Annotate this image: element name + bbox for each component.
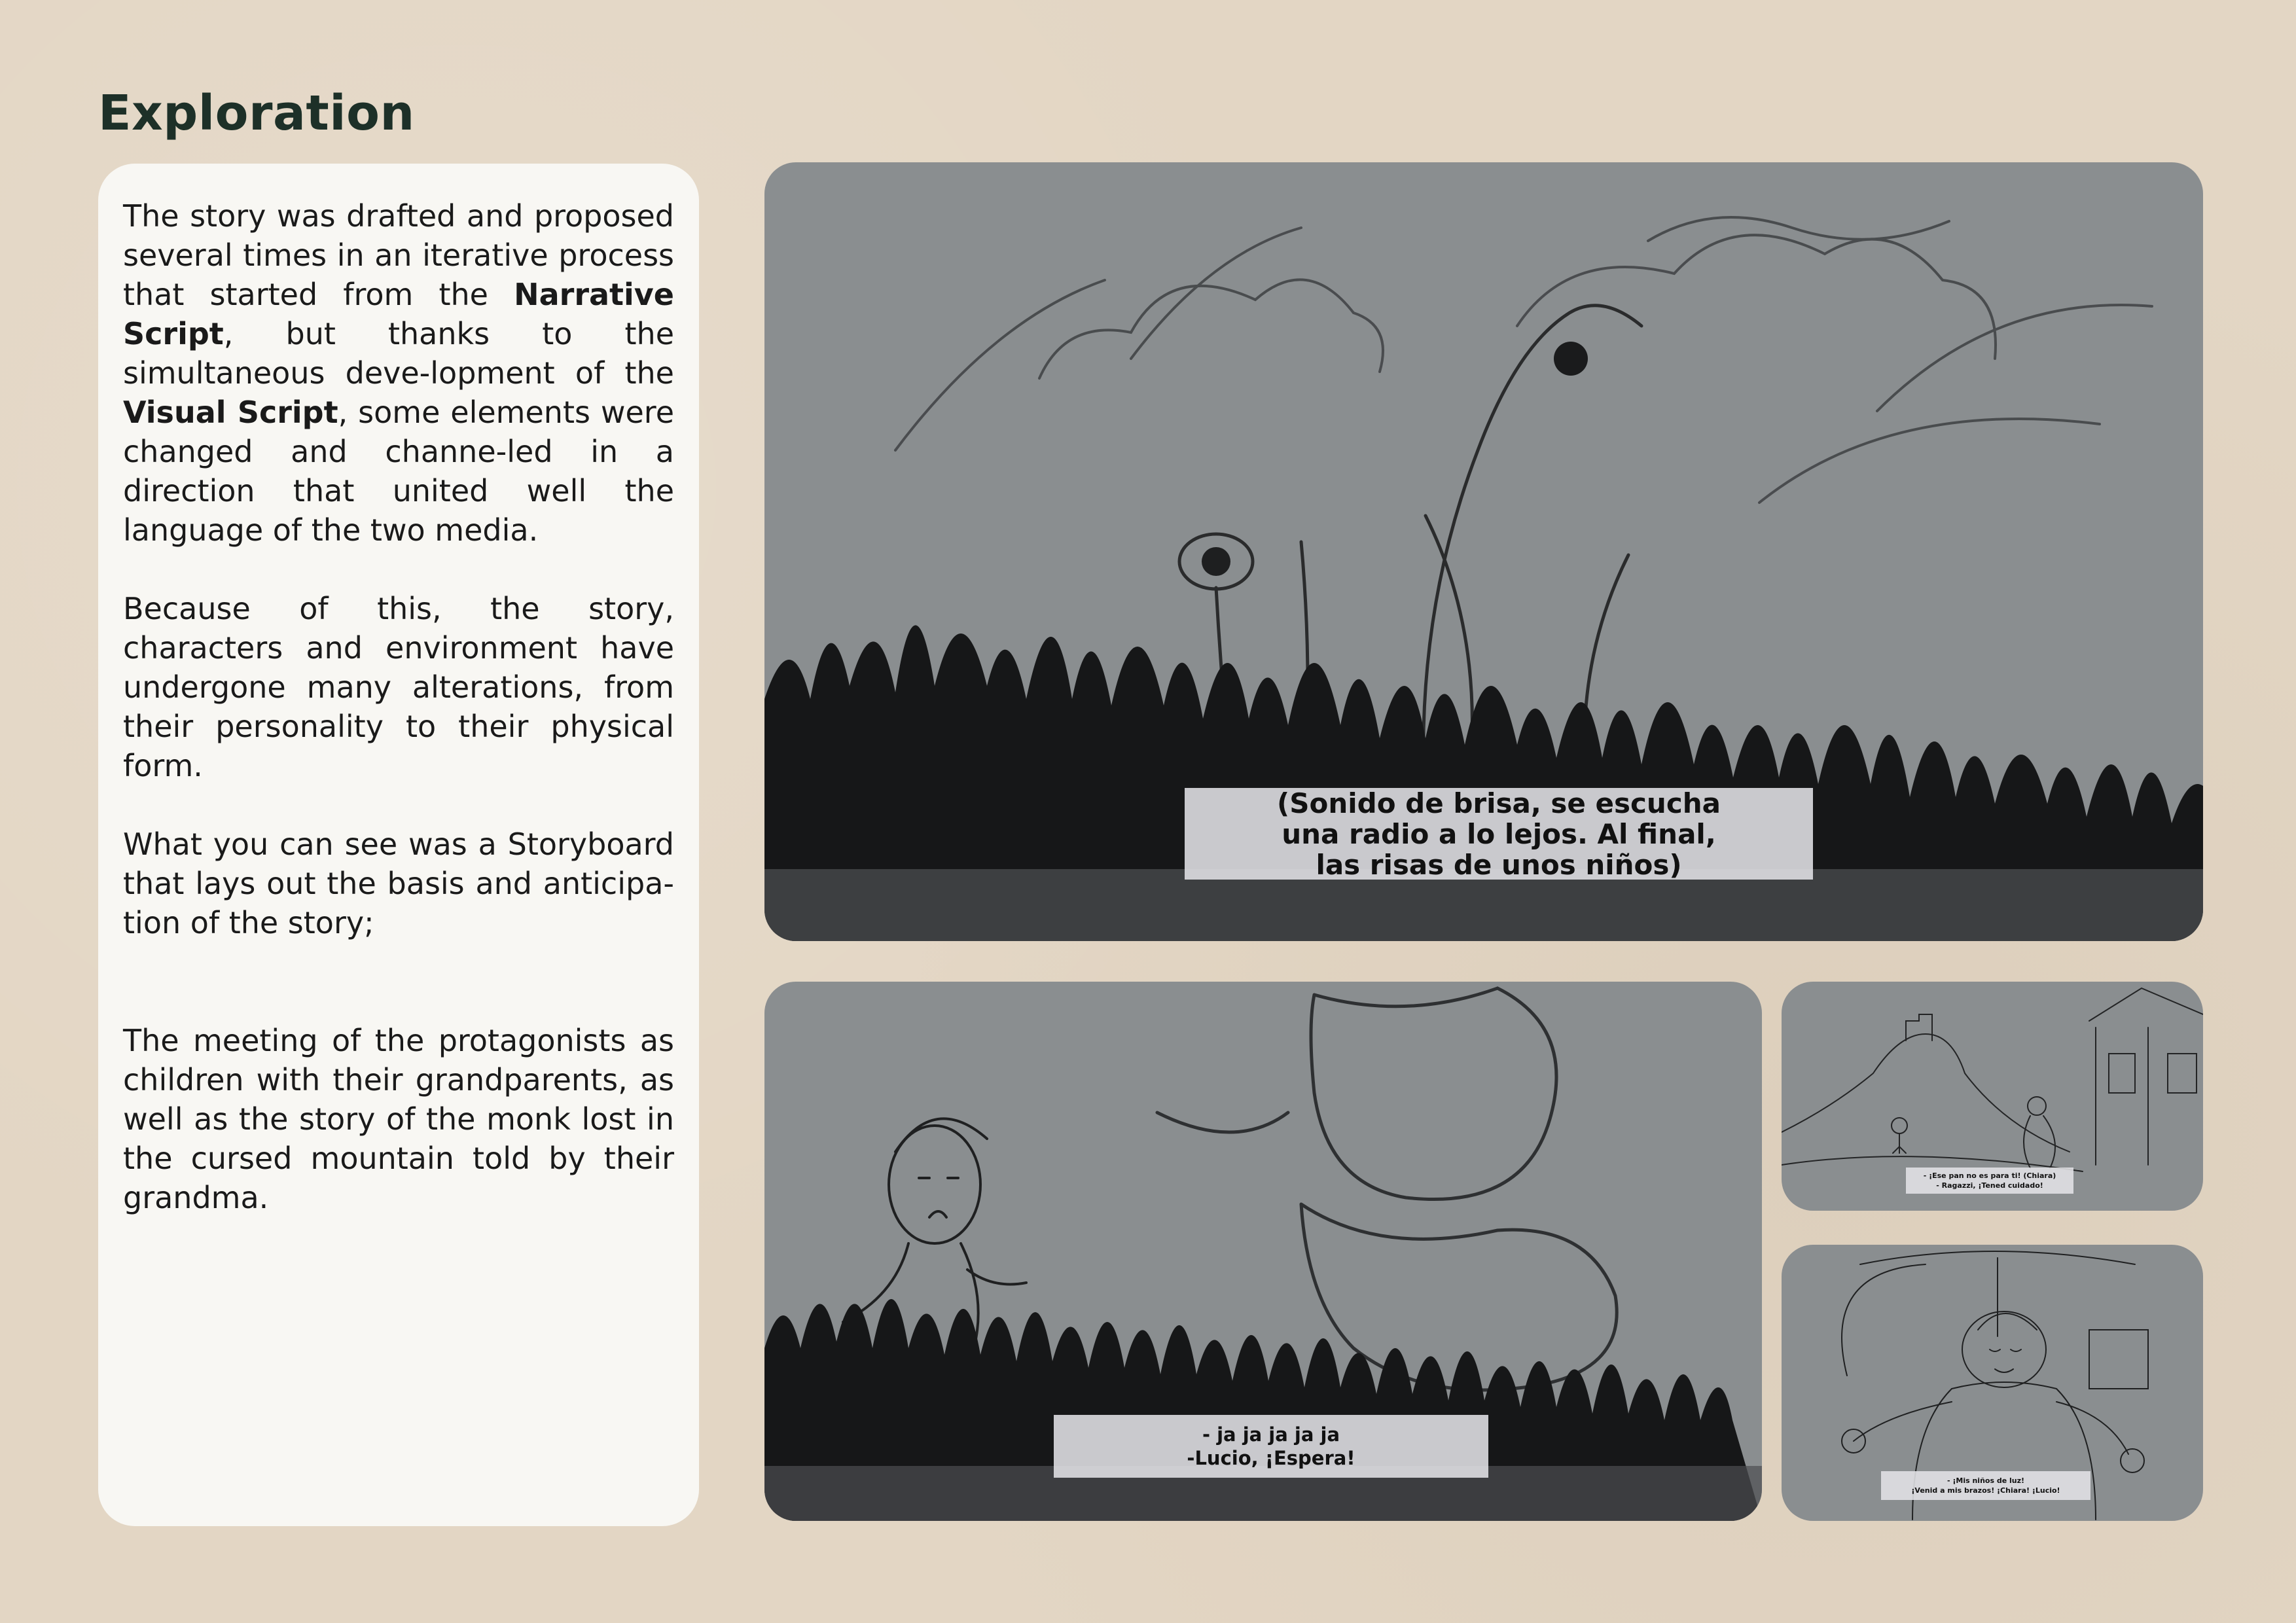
frame-2-caption (1054, 1415, 1488, 1478)
paragraph-alterations: Because of this, the story, characters and environment have undergone many alterations, from their personality to their physical form. (123, 591, 674, 783)
paragraph-text: , but thanks to the simultaneous deve-lopment of the (123, 316, 674, 391)
caption-line: las risas de unos niños) (1316, 848, 1682, 881)
frame-4-caption (1881, 1471, 2090, 1500)
paragraph-storyboard: What you can see was a Storyboard that lays out the basis and anticipa-tion of the story; (123, 827, 674, 940)
paragraph-text: , some elements were changed and channe-led in a direction that united well the language of the two media. (123, 395, 675, 548)
description-panel (98, 164, 699, 1526)
caption-line: -Lucio, ¡Espera! (1187, 1447, 1355, 1469)
paragraph-narrative (123, 196, 674, 550)
storyboard-frame-running-girl (764, 982, 1762, 1521)
caption-line: ¡Venid a mis brazos! ¡Chiara! ¡Lucio! (1911, 1486, 2060, 1495)
caption-line: - ¡Ese pan no es para ti! (Chiara) (1923, 1171, 2056, 1180)
paragraph-protagonists: The meeting of the protagonists as children with their grandparents, as well as the story of the monk lost in the cursed mountain told by their grandma. (123, 1023, 674, 1215)
narrative-script-term: Narrative Script (123, 277, 674, 351)
storyboard-frame-hill-house (1782, 982, 2203, 1211)
storyboard-frame-grass-field (764, 162, 2203, 941)
frame-3-caption (1906, 1168, 2073, 1194)
visual-script-term: Visual Script (123, 395, 338, 430)
caption-line: una radio a lo lejos. Al final, (1282, 817, 1716, 850)
frame-1-caption (1185, 788, 1813, 880)
storyboard-frame-grandma (1782, 1245, 2203, 1521)
page-title: Exploration (98, 85, 415, 141)
caption-line: - Ragazzi, ¡Tened cuidado! (1936, 1181, 2043, 1190)
paragraph-text: The story was drafted and proposed several times in an iterative process that started from the (123, 198, 674, 312)
caption-line: - ja ja ja ja ja (1202, 1423, 1340, 1446)
caption-line: (Sonido de brisa, se escucha (1277, 787, 1721, 819)
caption-line: - ¡Mis niños de luz! (1946, 1476, 2025, 1485)
